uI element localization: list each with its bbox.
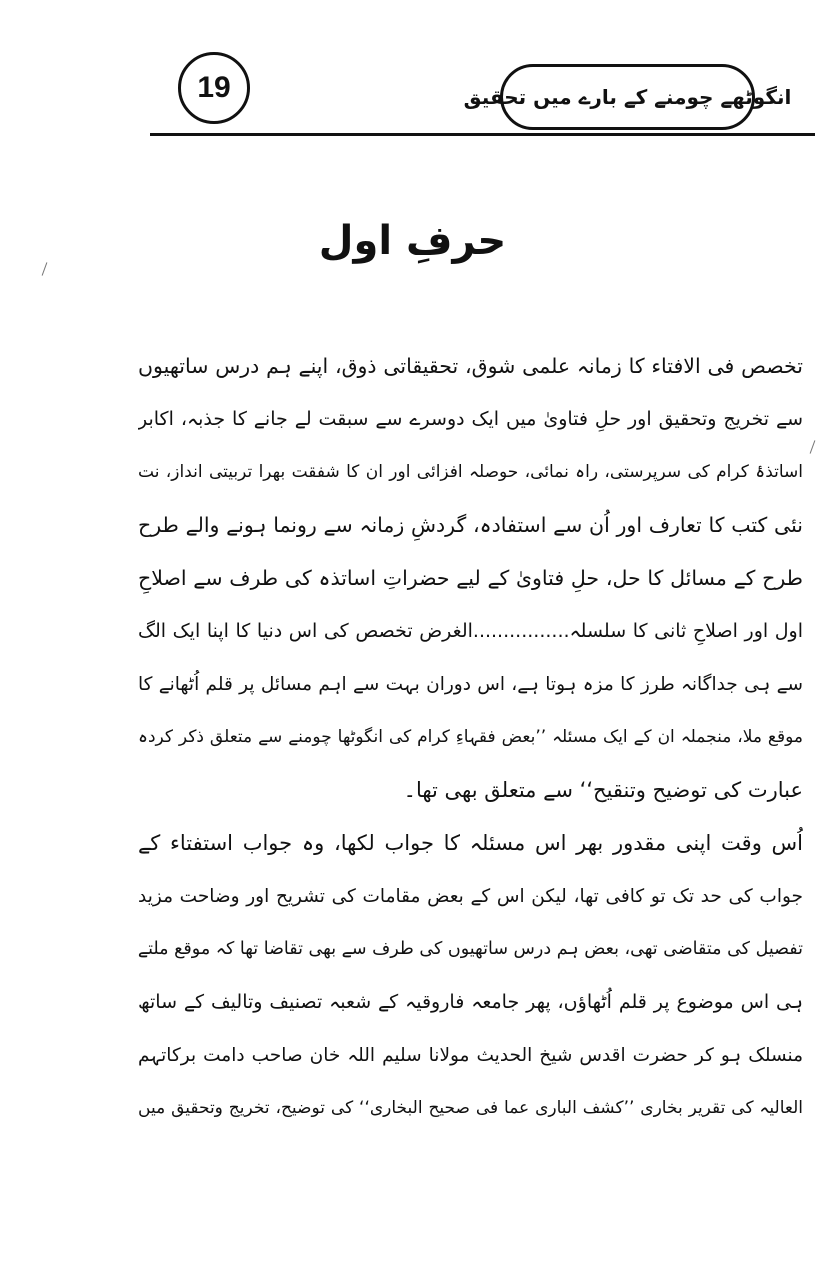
paragraph-2 xyxy=(138,817,803,1135)
text-line: طرح کے مسائل کا حل، حلِ فتاویٰ کے لیے حضراتِ اساتذہ کی طرف سے اصلاحِ xyxy=(138,566,803,590)
text-line: اُس وقت اپنی مقدور بھر اس مسئلہ کا جواب لکھا، وہ جواب استفتاء کے xyxy=(138,831,803,855)
text-line: موقع ملا، منجملہ ان کے ایک مسئلہ ’’بعض فقہاءِ کرام کی انگوٹھا چومنے سے متعلق ذکر کردہ xyxy=(138,727,803,747)
text-line: اساتذۂ کرام کی سرپرستی، راہ نمائی، حوصلہ افزائی اور ان کا شفقت بھرا تربیتی انداز، نت xyxy=(138,462,803,482)
chapter-title: حرفِ اول xyxy=(318,218,507,264)
text-line: العالیہ کی تقریر بخاری ’’کشف الباری عما فی صحیح البخاری‘‘ کی توضیح، تخریج وتحقیق میں xyxy=(138,1098,803,1118)
page-number-text: 19 xyxy=(197,71,231,104)
text-line: تخصص فی الافتاء کا زمانہ علمی شوق، تحقیقاتی ذوق، اپنے ہم درس ساتھیوں xyxy=(138,354,803,378)
text-line: سے تخریج وتحقیق اور حلِ فتاویٰ میں ایک دوسرے سے سبقت لے جانے کا جذبہ، اکابر xyxy=(138,408,803,430)
text-line: عبارت کی توضیح وتنقیح‘‘ سے متعلق بھی تھا۔ xyxy=(403,778,803,802)
text-line: سے ہی جداگانہ طرز کا مزہ ہوتا ہے، اس دوران بہت سے اہم مسائل پر قلم اُٹھانے کا xyxy=(138,674,803,695)
text-line: ہی اس موضوع پر قلم اُٹھاؤں، پھر جامعہ فاروقیہ کے شعبہ تصنیف وتالیف کے ساتھ xyxy=(138,991,803,1013)
text-line: اول اور اصلاحِ ثانی کا سلسلہ................الغرض تخصص کی اس دنیا کا اپنا ایک الگ xyxy=(138,620,803,642)
text-line: منسلک ہو کر حضرت اقدس شیخ الحدیث مولانا سلیم اللہ خان صاحب دامت برکاتہم xyxy=(138,1045,803,1066)
scan-speck xyxy=(810,440,816,453)
text-line: نئی کتب کا تعارف اور اُن سے استفادہ، گردشِ زمانہ سے رونما ہونے والے طرح xyxy=(138,513,803,537)
text-line: جواب کی حد تک تو کافی تھا، لیکن اس کے بعض مقامات کی تشریح اور وضاحت مزید xyxy=(138,886,803,907)
page-number xyxy=(178,52,250,124)
text-line: تفصیل کی متقاضی تھی، بعض ہم درس ساتھیوں کی طرف سے بھی تقاضا تھا کہ موقع ملتے xyxy=(138,939,803,959)
running-title-badge xyxy=(463,64,792,130)
body-text xyxy=(138,340,803,1135)
paragraph-1 xyxy=(138,340,803,817)
running-title-text: انگوٹھے چومنے کے بارے میں تحقیق xyxy=(463,85,792,109)
scan-speck xyxy=(42,262,48,275)
header-divider xyxy=(150,133,815,136)
